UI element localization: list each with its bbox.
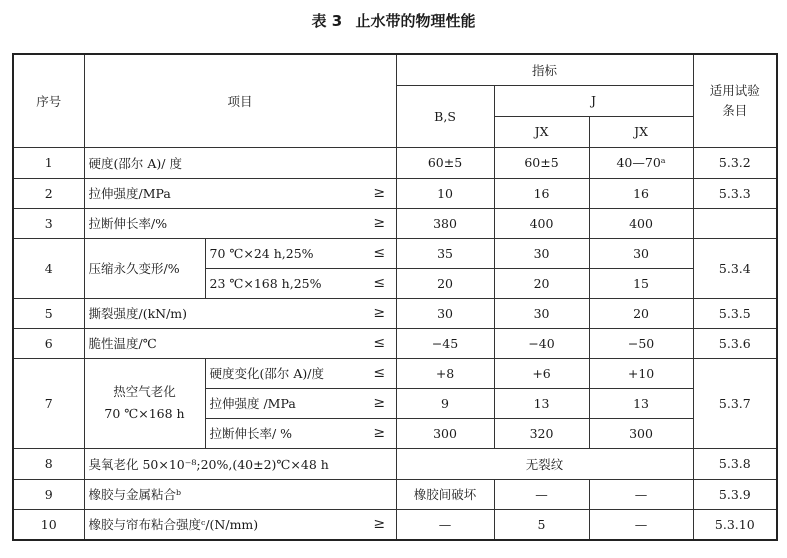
cell-item-line1: 热空气老化 <box>113 384 176 399</box>
cell-j: 60±5 <box>494 147 589 178</box>
cell-j: 13 <box>494 388 589 418</box>
cell-jx: — <box>589 479 693 509</box>
cell-jx: +10 <box>589 358 693 388</box>
cell-seq: 10 <box>13 509 84 540</box>
cell-bs: −45 <box>396 328 494 358</box>
cell-seq: 6 <box>13 328 84 358</box>
cell-condition: 拉伸强度 /MPa <box>205 388 363 418</box>
cell-jx: 30 <box>589 238 693 268</box>
cell-method: 5.3.4 <box>693 238 777 298</box>
cell-bs: 60±5 <box>396 147 494 178</box>
cell-item: 硬度(邵尔 A)/ 度 <box>84 147 396 178</box>
cell-relation: ≤ <box>363 238 396 268</box>
cell-jx: 40—70ᵃ <box>589 147 693 178</box>
cell-bs: 20 <box>396 268 494 298</box>
header-seq: 序号 <box>13 54 84 147</box>
header-item: 项目 <box>84 54 396 147</box>
cell-bs: 300 <box>396 418 494 448</box>
cell-j: +6 <box>494 358 589 388</box>
cell-method: 5.3.7 <box>693 358 777 448</box>
cell-bs: +8 <box>396 358 494 388</box>
cell-jx: — <box>589 509 693 540</box>
table-row <box>13 358 777 388</box>
cell-bs: 35 <box>396 238 494 268</box>
cell-relation: ≤ <box>363 358 396 388</box>
cell-jx: 13 <box>589 388 693 418</box>
cell-j: 400 <box>494 208 589 238</box>
cell-method: 5.3.3 <box>693 178 777 208</box>
cell-bs: 10 <box>396 178 494 208</box>
cell-bs: 30 <box>396 298 494 328</box>
cell-method: 5.3.9 <box>693 479 777 509</box>
cell-seq: 5 <box>13 298 84 328</box>
cell-seq: 1 <box>13 147 84 178</box>
cell-jx: 400 <box>589 208 693 238</box>
cell-relation: ≥ <box>363 509 396 540</box>
cell-jx: 20 <box>589 298 693 328</box>
cell-item: 橡胶与金属粘合ᵇ <box>84 479 396 509</box>
table-row <box>13 178 777 208</box>
cell-item: 撕裂强度/(kN/m) <box>84 298 363 328</box>
table-number: 表 3 <box>311 12 343 30</box>
cell-seq: 2 <box>13 178 84 208</box>
cell-j: 30 <box>494 298 589 328</box>
cell-condition: 23 ℃×168 h,25% <box>205 268 363 298</box>
cell-seq: 4 <box>13 238 84 298</box>
cell-relation: ≤ <box>363 268 396 298</box>
physical-properties-table <box>12 53 778 541</box>
cell-relation: ≥ <box>363 208 396 238</box>
header-jx-2: JX <box>589 116 693 147</box>
cell-jx: 16 <box>589 178 693 208</box>
cell-seq: 9 <box>13 479 84 509</box>
table-row <box>13 238 777 268</box>
cell-j: 16 <box>494 178 589 208</box>
cell-jx: −50 <box>589 328 693 358</box>
cell-relation: ≤ <box>363 328 396 358</box>
cell-seq: 3 <box>13 208 84 238</box>
cell-bs: 橡胶间破坏 <box>396 479 494 509</box>
table-row <box>13 479 777 509</box>
table-row <box>13 147 777 178</box>
cell-condition: 70 ℃×24 h,25% <box>205 238 363 268</box>
cell-bs: — <box>396 509 494 540</box>
cell-jx: 300 <box>589 418 693 448</box>
cell-j: −40 <box>494 328 589 358</box>
cell-result: 无裂纹 <box>396 448 693 479</box>
table-row <box>13 298 777 328</box>
cell-method: 5.3.2 <box>693 147 777 178</box>
cell-relation: ≥ <box>363 178 396 208</box>
cell-jx: 15 <box>589 268 693 298</box>
cell-method: 5.3.5 <box>693 298 777 328</box>
header-bs: B,S <box>396 85 494 147</box>
cell-method: 5.3.10 <box>693 509 777 540</box>
cell-item <box>84 358 205 448</box>
table-row <box>13 448 777 479</box>
header-method: 适用试验条目 <box>693 54 777 147</box>
cell-method <box>693 208 777 238</box>
cell-method: 5.3.6 <box>693 328 777 358</box>
header-jx-1: JX <box>494 116 589 147</box>
table-row <box>13 509 777 540</box>
table-title <box>0 10 787 31</box>
cell-item: 臭氧老化 50×10⁻⁸;20%,(40±2)℃×48 h <box>84 448 396 479</box>
cell-condition: 拉断伸长率/ % <box>205 418 363 448</box>
cell-relation: ≥ <box>363 418 396 448</box>
cell-j: — <box>494 479 589 509</box>
table-row <box>13 328 777 358</box>
table-row <box>13 208 777 238</box>
cell-item: 拉断伸长率/% <box>84 208 363 238</box>
cell-seq: 8 <box>13 448 84 479</box>
header-j: J <box>494 85 693 116</box>
cell-j: 5 <box>494 509 589 540</box>
cell-item: 脆性温度/℃ <box>84 328 363 358</box>
cell-seq: 7 <box>13 358 84 448</box>
cell-relation: ≥ <box>363 298 396 328</box>
header-indicator: 指标 <box>396 54 693 85</box>
cell-j: 320 <box>494 418 589 448</box>
cell-relation: ≥ <box>363 388 396 418</box>
cell-j: 30 <box>494 238 589 268</box>
cell-bs: 380 <box>396 208 494 238</box>
cell-item: 压缩永久变形/% <box>84 238 205 298</box>
cell-bs: 9 <box>396 388 494 418</box>
cell-j: 20 <box>494 268 589 298</box>
cell-item: 拉伸强度/MPa <box>84 178 363 208</box>
cell-item-line2: 70 ℃×168 h <box>104 406 185 421</box>
header-row <box>13 54 777 85</box>
cell-condition: 硬度变化(邵尔 A)/度 <box>205 358 363 388</box>
cell-item: 橡胶与帘布粘合强度ᶜ/(N/mm) <box>84 509 363 540</box>
cell-method: 5.3.8 <box>693 448 777 479</box>
table-caption: 止水带的物理性能 <box>355 12 476 30</box>
